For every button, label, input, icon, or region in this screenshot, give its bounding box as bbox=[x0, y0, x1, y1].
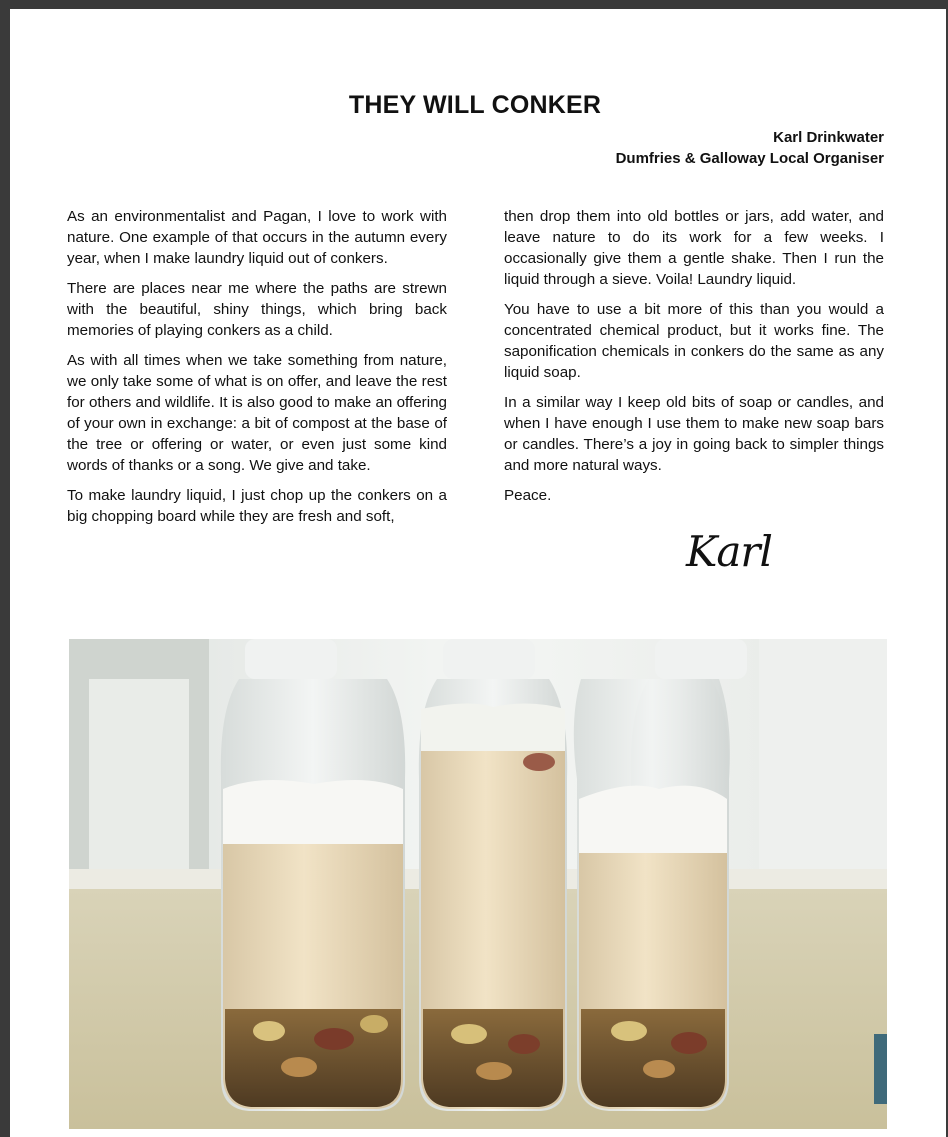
right-column bbox=[504, 206, 884, 515]
paragraph: There are places near me where the paths are strewn with the beautiful, shiny things, which bring back memories of playing conkers as a child. bbox=[67, 280, 447, 339]
author-name: Karl Drinkwater bbox=[773, 129, 884, 146]
article-title: THEY WILL CONKER bbox=[348, 91, 602, 119]
paragraph: As with all times when we take something from nature, we only take some of what is on offer, and leave the rest for others and wildlife. It is also good to make an offering of your own in exchange: a bit of compost at the base of the tree or offering or water, or even just some kind words of thanks or a song. We give and take. bbox=[67, 352, 447, 474]
paragraph: You have to use a bit more of this than you would a concentrated chemical product, but it works fine. The saponification chemicals in conkers do the same as any liquid soap. bbox=[504, 301, 884, 381]
paragraph: To make laundry liquid, I just chop up the conkers on a big chopping board while they are fresh and soft, bbox=[67, 487, 447, 525]
paragraph: then drop them into old bottles or jars, add water, and leave nature to do its work for a few weeks. I occasionally give them a gentle shake. Then I run the liquid through a sieve. Voila! Laundry liquid. bbox=[504, 208, 884, 288]
document-page bbox=[10, 9, 946, 1137]
paragraph: Peace. bbox=[504, 487, 552, 504]
photo-conker-bottles bbox=[69, 639, 887, 1129]
author-role: Dumfries & Galloway Local Organiser bbox=[615, 150, 884, 167]
handwritten-signature: Karl bbox=[686, 527, 772, 576]
paragraph: In a similar way I keep old bits of soap or candles, and when I have enough I use them to make new soap bars or candles. There’s a joy in going back to simpler things and more natural ways. bbox=[504, 394, 884, 474]
paragraph: As an environmentalist and Pagan, I love to work with nature. One example of that occurs in the autumn every year, when I make laundry liquid out of conkers. bbox=[67, 208, 447, 267]
left-column bbox=[67, 206, 447, 536]
byline bbox=[616, 127, 884, 169]
